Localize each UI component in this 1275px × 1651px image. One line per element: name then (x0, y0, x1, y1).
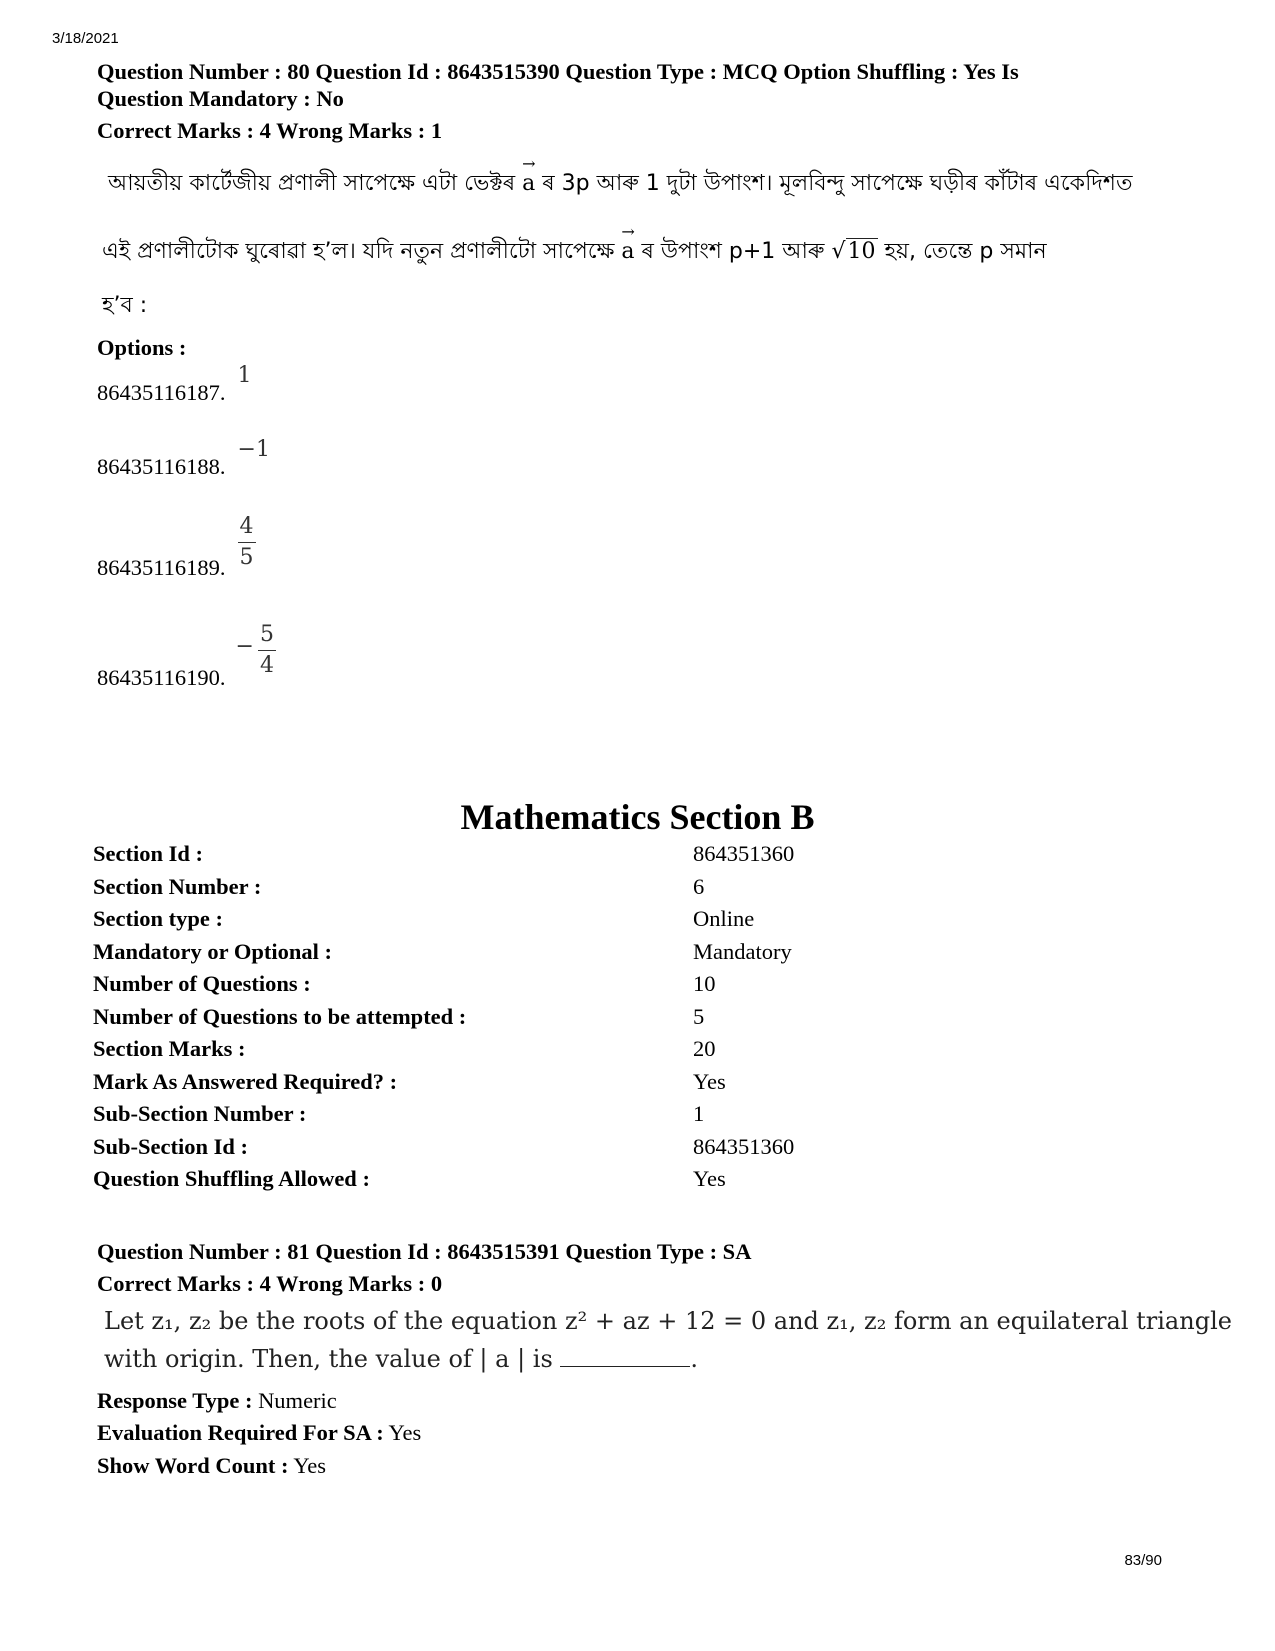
answer-blank (560, 1342, 690, 1367)
section-row (93, 1069, 1193, 1102)
section-row-key: Section Marks : (93, 1036, 246, 1061)
option-2 (97, 437, 270, 479)
vector-a: → a (522, 168, 535, 200)
section-row (93, 939, 1193, 972)
options-label: Options : (97, 335, 187, 360)
section-row-value: Yes (693, 1166, 726, 1191)
q80-meta-line1: Question Number : 80 Question Id : 8643515390 Question Type : MCQ Option Shuffling : Yes Is (97, 59, 1019, 84)
option-fraction (258, 620, 276, 681)
option-id: 86435116189. (97, 555, 226, 580)
section-row (93, 906, 1193, 939)
fraction-sign: − (235, 634, 254, 659)
section-row-value: Mandatory (693, 938, 792, 964)
section-row-value: Yes (693, 1068, 726, 1094)
section-row (93, 1004, 1193, 1037)
section-row-value: 5 (693, 1003, 705, 1029)
show-word-count (97, 1453, 326, 1479)
q81-meta: Question Number : 81 Question Id : 8643515391 Question Type : SA (97, 1239, 752, 1264)
section-row-key: Section Id : (93, 841, 204, 866)
fraction-numerator: 5 (258, 620, 276, 651)
q81-text-part: with origin. Then, the value of | a | is (104, 1345, 553, 1373)
option-value: 1 (237, 363, 252, 388)
option-id: 86435116190. (97, 665, 226, 690)
section-row-value: Online (693, 906, 755, 931)
word-count-label: Show Word Count : (97, 1453, 289, 1478)
vector-a: → a (621, 236, 634, 268)
response-type (97, 1388, 337, 1414)
section-row-key: Question Shuffling Allowed : (93, 1166, 370, 1191)
q80-text-part: ৰ উপাংশ p+1 আৰু (634, 239, 832, 264)
q81-text-line1: Let z₁, z₂ be the roots of the equation z² + az + 12 = 0 and z₁, z₂ form an equilateral triangle (104, 1307, 1232, 1335)
sqrt-expression: √10 (831, 239, 876, 264)
option-fraction (238, 512, 256, 573)
fraction-denominator: 5 (239, 545, 254, 570)
section-row (93, 841, 1193, 874)
evaluation-label: Evaluation Required For SA : (97, 1420, 384, 1445)
option-id: 86435116187. (97, 380, 226, 405)
section-row (93, 874, 1193, 907)
section-title: Mathematics Section B (460, 797, 815, 837)
q80-marks: Correct Marks : 4 Wrong Marks : 1 (97, 118, 443, 143)
evaluation-required (97, 1420, 421, 1446)
section-row-value: 864351360 (693, 1133, 795, 1159)
evaluation-value: Yes (388, 1420, 422, 1445)
section-row-value: 10 (693, 971, 716, 996)
q81-text-line2 (104, 1340, 698, 1378)
q81-marks: Correct Marks : 4 Wrong Marks : 0 (97, 1271, 443, 1296)
print-date: 3/18/2021 (52, 30, 119, 47)
fraction-numerator: 4 (238, 512, 256, 543)
section-row-key: Mandatory or Optional : (93, 938, 332, 964)
section-row-value: 864351360 (693, 841, 795, 866)
option-4 (97, 620, 276, 690)
q80-text-line2 (102, 236, 1047, 268)
q80-meta-line2: Question Mandatory : No (97, 86, 344, 111)
section-row-value: 6 (693, 873, 705, 899)
section-row (93, 1101, 1193, 1134)
section-row (93, 1134, 1193, 1167)
option-id: 86435116188. (97, 454, 226, 479)
q80-text-part: আয়তীয় কাৰ্টেজীয় প্ৰণালী সাপেক্ষে এটা ভেক্টৰ (108, 171, 523, 196)
sqrt-radicand: 10 (847, 239, 876, 264)
section-row-key: Number of Questions to be attempted : (93, 1003, 467, 1029)
q80-text-part: ৰ 3p আৰু 1 দুটা উপাংশ। মূলবিন্দু সাপেক্ষে ঘড়ীৰ কাঁটাৰ একেদিশত (535, 171, 1133, 196)
section-row-key: Sub-Section Number : (93, 1101, 307, 1126)
q80-text-part: এই প্ৰণালীটোক ঘুৰোৱা হ’ল। যদি নতুন প্ৰণালীটো সাপেক্ষে (102, 239, 622, 264)
section-row-key: Mark As Answered Required? : (93, 1068, 398, 1094)
q80-text-line1 (108, 168, 1132, 200)
option-1 (97, 363, 252, 405)
response-type-label: Response Type : (97, 1388, 253, 1413)
section-row-value: 1 (693, 1101, 705, 1126)
page-number: 83/90 (1124, 1552, 1162, 1569)
section-row (93, 1036, 1193, 1069)
fraction-denominator: 4 (259, 653, 274, 678)
q81-text-part: . (690, 1345, 699, 1373)
section-row (93, 1166, 1193, 1199)
option-value: −1 (237, 437, 270, 462)
section-row-key: Section Number : (93, 873, 262, 899)
section-row-key: Section type : (93, 906, 223, 931)
q80-text-line3: হ’ব : (102, 293, 148, 318)
word-count-value: Yes (293, 1453, 327, 1478)
section-row-value: 20 (693, 1036, 716, 1061)
section-row-key: Number of Questions : (93, 971, 311, 996)
option-3 (97, 512, 256, 580)
q80-text-part: হয়, তেন্তে p সমান (877, 239, 1047, 264)
section-row-key: Sub-Section Id : (93, 1133, 249, 1159)
section-row (93, 971, 1193, 1004)
response-type-value: Numeric (258, 1388, 337, 1413)
